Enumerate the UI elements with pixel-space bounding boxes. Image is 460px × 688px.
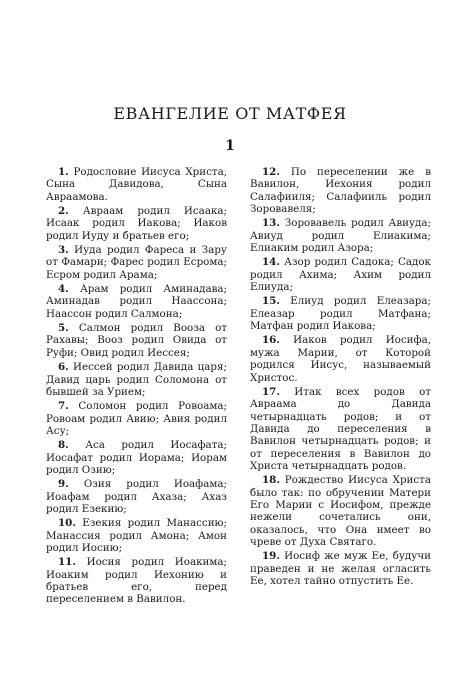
verse-text: Зоровавель родил Авиуда; Авиуд родил Елиакима; Елиаким родил Азора;: [250, 217, 431, 255]
verse-text: Соломон родил Ровоама; Ровоам родил Авию; Авия родил Асу;: [46, 400, 227, 437]
verse-number: 7.: [58, 400, 69, 413]
verse: [250, 334, 431, 383]
verse-text: Езекия родил Манассию; Манассия родил Амона; Амон родил Иосию;: [46, 517, 227, 554]
verse-number: 8.: [58, 439, 69, 452]
verse-number: 2.: [58, 205, 69, 218]
verse: [250, 474, 431, 548]
verse-text: Иосиф же муж Ее, будучи праведен и не желая огласить Ее, хотел тайно отпустить Ее.: [250, 550, 431, 587]
verse-text: Азор родил Садока; Садок родил Ахима; Ахим родил Елиуда;: [250, 256, 431, 294]
verse-number: 15.: [262, 295, 280, 308]
verse-text: Иосия родил Иоакима; Иоаким родил Иехонию и братьев его, перед переселением в Вавилон.: [46, 556, 227, 606]
verse: [46, 322, 227, 359]
verse-number: 18.: [262, 474, 280, 487]
verse-number: 1.: [58, 166, 69, 178]
verse: [46, 517, 227, 554]
verse-text: Елиуд родил Елеазара; Елеазар родил Матфана; Матфан родил Иакова;: [250, 295, 431, 333]
verse-text: Иессей родил Давида царя; Давид царь родил Соломона от бывшей за Урием;: [46, 361, 227, 398]
verse-text: Рождество Иисуса Христа было так: по обручении Матери Его Марии с Иосифом, прежде нежели сочетались они, оказалось, что Она имеет во чреве от Духа Святаго.: [250, 474, 431, 548]
verse: [250, 166, 431, 215]
verse-text: Иуда родил Фареса и Зару от Фамари; Фарес родил Есрома; Есром родил Арама;: [46, 244, 227, 281]
verse: [46, 244, 227, 281]
verse-number: 13.: [262, 217, 280, 230]
verse-number: 17.: [262, 385, 280, 398]
verse-text: Итак всех родов от Авраама до Давида четырнадцать родов; и от Давида до переселения в Вавилон четырнадцать родов; и от переселения в Вавилон до Христа четырнадцать родов.: [250, 385, 431, 472]
verse-text: Авраам родил Исаака; Исаак родил Иакова; Иаков родил Иуду и братьев его;: [46, 205, 227, 242]
verse: [250, 217, 431, 254]
verse-text: По переселении же в Вавилон, Иехония родил Салафииля; Салафииль родил Зоровавеля;: [250, 166, 431, 216]
verse-number: 11.: [58, 556, 76, 569]
book-title: ЕВАНГЕЛИЕ ОТ МАТФЕЯ: [113, 104, 347, 123]
verse: [46, 361, 227, 398]
verse-number: 12.: [262, 166, 280, 178]
verse-text: Озия родил Иоафама; Иоафам родил Ахаза; Ахаз родил Езекию;: [46, 478, 227, 515]
verse-number: 3.: [58, 244, 69, 257]
verse-number: 6.: [58, 361, 69, 374]
left-column: [46, 166, 227, 608]
verse: [250, 550, 431, 587]
verse-number: 10.: [58, 517, 76, 530]
verse-number: 5.: [58, 322, 69, 335]
right-column: [250, 166, 431, 589]
verse: [46, 478, 227, 515]
verse: [46, 556, 227, 605]
verse-number: 9.: [58, 478, 69, 491]
verse-text: Родословие Иисуса Христа, Сына Давидова, Сына Авраамова.: [46, 166, 227, 203]
verse: [250, 295, 431, 332]
verse: [46, 400, 227, 437]
chapter-number: 1: [225, 138, 235, 154]
verse: [46, 283, 227, 320]
verse-text: Аса родил Иосафата; Иосафат родил Иорама; Иорам родил Озию;: [46, 439, 228, 476]
verse: [46, 166, 227, 203]
verse-number: 16.: [262, 334, 280, 347]
verse-number: 19.: [262, 550, 280, 563]
verse-number: 14.: [262, 256, 280, 269]
verse-text: Иаков родил Иосифа, мужа Марии, от Которой родился Иисус, называемый Христос.: [250, 334, 431, 384]
verse-number: 4.: [58, 283, 69, 296]
verse: [46, 439, 227, 476]
verse: [46, 205, 227, 242]
verse: [250, 256, 431, 293]
verse-text: Арам родил Аминадава; Аминадав родил Наассона; Наассон родил Салмона;: [46, 283, 227, 320]
verse: [250, 386, 431, 472]
verse-text: Салмон родил Вооза от Рахавы; Вооз родил Овида от Руфи; Овид родил Иессея;: [46, 322, 227, 359]
